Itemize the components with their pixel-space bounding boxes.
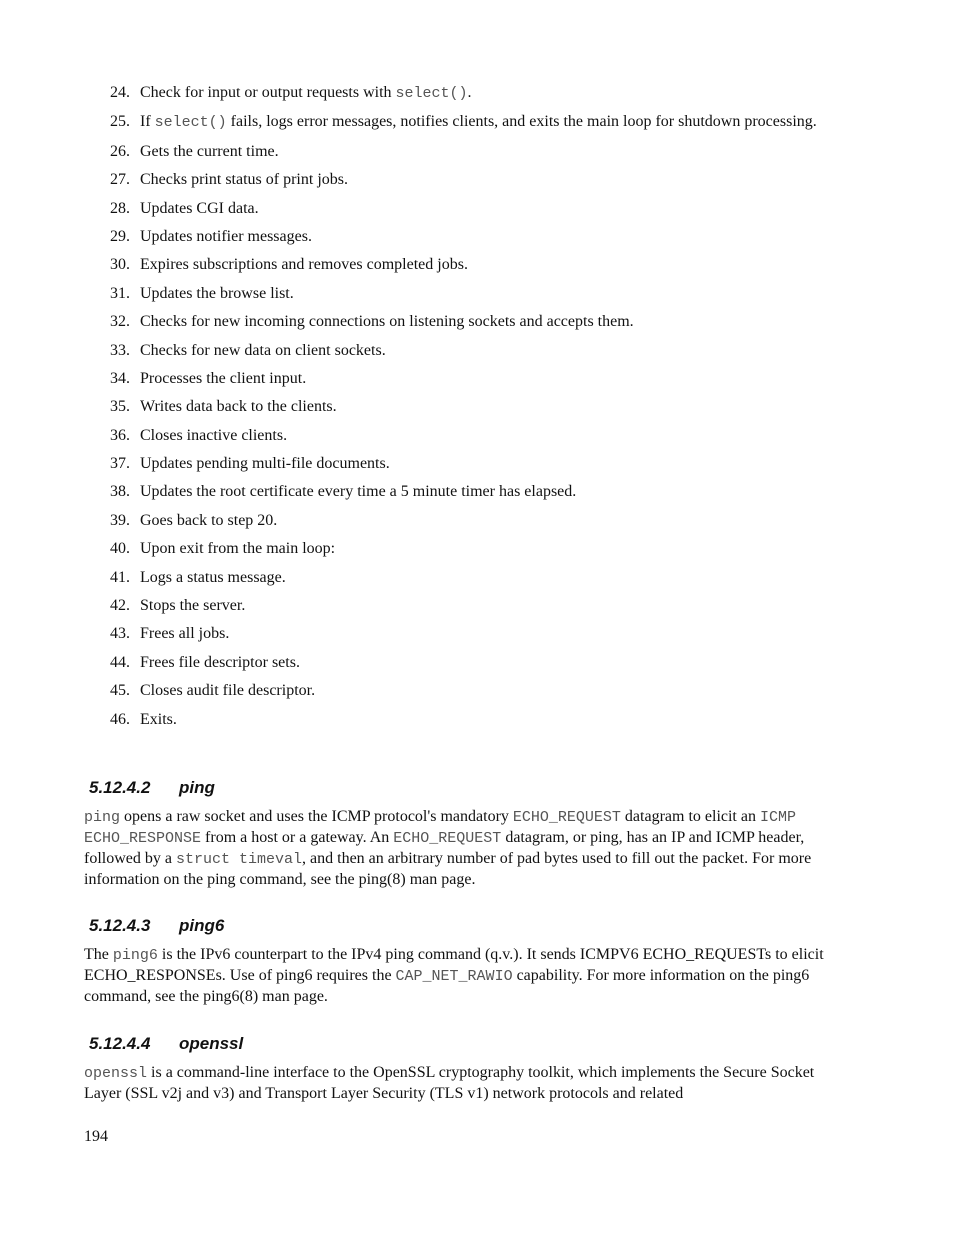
- text-span: .: [467, 84, 472, 101]
- paragraph-ping: [84, 807, 836, 890]
- paragraph-ping6: [84, 945, 836, 1007]
- section-number: 5.12.4.3: [89, 916, 151, 935]
- step-text: [140, 341, 830, 361]
- step-text: [140, 170, 830, 190]
- step-text: [140, 83, 830, 104]
- step-number: 46.: [110, 710, 130, 728]
- step-number: 26.: [110, 142, 130, 160]
- step-item: [110, 454, 830, 474]
- text-span: Writes data back to the clients.: [140, 398, 337, 416]
- step-item: [110, 255, 830, 275]
- code-span: select(): [154, 114, 227, 132]
- section-heading-ping: [89, 778, 215, 798]
- text-span: Processes the client input.: [140, 369, 307, 387]
- step-number: 38.: [110, 483, 130, 501]
- step-number: 45.: [110, 682, 130, 700]
- text-span: opens a raw socket and uses the ICMP protocol's mandatory: [120, 808, 513, 825]
- step-number: 37.: [110, 455, 130, 473]
- step-number: 43.: [110, 625, 130, 643]
- step-text: [140, 568, 830, 588]
- step-number: 34.: [110, 369, 130, 387]
- text-span: Frees file descriptor sets.: [140, 653, 300, 671]
- text-span: Updates the root certificate every time a 5 minute timer has elapsed.: [140, 483, 577, 501]
- step-item: [110, 624, 830, 644]
- step-number: 44.: [110, 653, 130, 671]
- step-item: [110, 83, 830, 104]
- step-text: [140, 710, 830, 730]
- section-heading-ping6: [89, 916, 224, 936]
- step-text: [140, 454, 830, 474]
- section-title: ping: [179, 778, 215, 797]
- step-number: 30.: [110, 256, 130, 274]
- text-span: datagram, or ping, has an IP and ICMP header, followed by a: [84, 829, 805, 867]
- step-number: 27.: [110, 171, 130, 189]
- code-span: ECHO_REQUEST: [393, 830, 502, 847]
- text-span: fails, logs error messages, notifies clients, and exits the main loop for shutdown processing.: [226, 113, 817, 131]
- code-span: select(): [395, 85, 468, 102]
- step-number: 31.: [110, 284, 130, 302]
- text-span: Updates the browse list.: [140, 284, 294, 302]
- step-number: 40.: [110, 540, 130, 558]
- step-text: [140, 369, 830, 389]
- section-title: ping6: [179, 916, 225, 935]
- paragraph-openssl: [84, 1063, 836, 1104]
- step-text: [140, 653, 830, 673]
- text-span: datagram to elicit an: [620, 808, 760, 825]
- step-text: [140, 482, 830, 502]
- text-span: capability. For more information on the ping6 command, see the ping6(8) man page.: [84, 967, 810, 1005]
- step-text: [140, 426, 830, 446]
- step-item: [110, 681, 830, 701]
- step-item: [110, 710, 830, 730]
- text-span: Updates notifier messages.: [140, 227, 312, 245]
- numbered-step-list: [110, 83, 830, 738]
- section-title: openssl: [179, 1034, 244, 1053]
- section-number: 5.12.4.2: [89, 778, 151, 797]
- step-number: 41.: [110, 568, 130, 586]
- step-number: 25.: [110, 113, 130, 131]
- step-item: [110, 596, 830, 616]
- code-span: ICMP ECHO_RESPONSE: [84, 809, 796, 847]
- step-text: [140, 255, 830, 275]
- text-span: Logs a status message.: [140, 568, 286, 586]
- text-span: Upon exit from the main loop:: [140, 540, 336, 558]
- step-item: [110, 482, 830, 502]
- text-span: Closes inactive clients.: [140, 426, 288, 444]
- step-text: [140, 199, 830, 219]
- text-span: is the IPv6 counterpart to the IPv4 ping command (q.v.). It sends ICMPV6 ECHO_REQUESTs to elicit ECHO_RESPONSEs. Use of ping6 requires the: [84, 946, 824, 984]
- step-item: [110, 511, 830, 531]
- text-span: , and then an arbitrary number of pad bytes used to fill out the packet. For more information on the ping command, see the ping(8) man page.: [84, 850, 812, 888]
- step-item: [110, 397, 830, 417]
- step-number: 28.: [110, 199, 130, 217]
- step-item: [110, 142, 830, 162]
- step-number: 39.: [110, 511, 130, 529]
- code-span: ping: [84, 809, 121, 826]
- step-number: 42.: [110, 597, 130, 615]
- text-span: Frees all jobs.: [140, 625, 230, 643]
- step-text: [140, 112, 830, 133]
- text-span: from a host or a gateway. An: [201, 829, 394, 846]
- step-text: [140, 142, 830, 162]
- text-span: Updates pending multi-file documents.: [140, 455, 390, 473]
- step-item: [110, 539, 830, 559]
- step-item: [110, 653, 830, 673]
- text-span: The: [84, 946, 113, 963]
- step-item: [110, 568, 830, 588]
- step-item: [110, 284, 830, 304]
- code-span: openssl: [84, 1065, 148, 1082]
- step-text: [140, 511, 830, 531]
- step-item: [110, 170, 830, 190]
- step-item: [110, 199, 830, 219]
- text-span: Checks for new incoming connections on listening sockets and accepts them.: [140, 313, 634, 331]
- code-span: struct timeval: [175, 851, 303, 868]
- text-span: If: [140, 113, 155, 131]
- code-span: ECHO_REQUEST: [512, 809, 621, 826]
- step-text: [140, 596, 830, 616]
- step-text: [140, 624, 830, 644]
- step-text: [140, 227, 830, 247]
- text-span: Closes audit file descriptor.: [140, 682, 316, 700]
- step-number: 33.: [110, 341, 130, 359]
- step-item: [110, 112, 830, 133]
- section-number: 5.12.4.4: [89, 1034, 151, 1053]
- code-span: CAP_NET_RAWIO: [395, 968, 513, 985]
- step-item: [110, 426, 830, 446]
- step-number: 35.: [110, 398, 130, 416]
- step-number: 32.: [110, 313, 130, 331]
- text-span: Expires subscriptions and removes completed jobs.: [140, 256, 468, 274]
- text-span: Gets the current time.: [140, 142, 279, 160]
- step-number: 29.: [110, 227, 130, 245]
- step-text: [140, 539, 830, 559]
- step-text: [140, 284, 830, 304]
- step-item: [110, 369, 830, 389]
- text-span: Exits.: [140, 710, 177, 728]
- step-item: [110, 312, 830, 332]
- step-item: [110, 341, 830, 361]
- step-text: [140, 681, 830, 701]
- text-span: Goes back to step 20.: [140, 511, 278, 529]
- text-span: Stops the server.: [140, 597, 246, 615]
- step-item: [110, 227, 830, 247]
- section-heading-openssl: [89, 1034, 243, 1054]
- text-span: Check for input or output requests with: [140, 84, 396, 101]
- text-span: is a command-line interface to the OpenSSL cryptography toolkit, which implements the Secure Socket Layer (SSL v2j and v3) and Transport Layer Security (TLS v1) network protocols and related: [84, 1064, 815, 1102]
- step-text: [140, 397, 830, 417]
- text-span: Checks for new data on client sockets.: [140, 341, 386, 359]
- code-span: ping6: [112, 947, 158, 964]
- step-number: 24.: [110, 84, 130, 101]
- page-number: 194: [84, 1128, 108, 1145]
- text-span: Updates CGI data.: [140, 199, 259, 217]
- text-span: Checks print status of print jobs.: [140, 171, 348, 189]
- step-number: 36.: [110, 426, 130, 444]
- step-text: [140, 312, 830, 332]
